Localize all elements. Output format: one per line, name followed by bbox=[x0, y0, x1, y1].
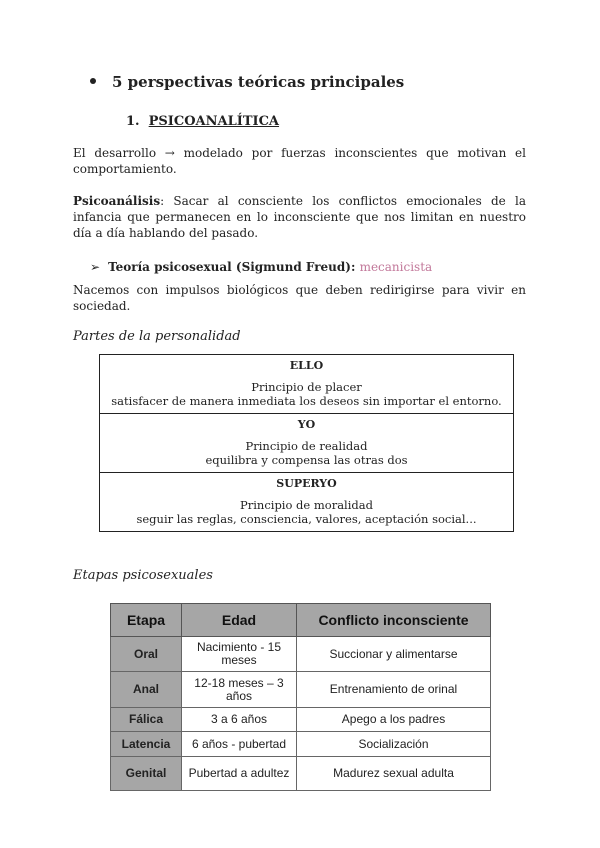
etapa-cell: Fálica bbox=[111, 708, 182, 732]
conflicto-cell: Madurez sexual adulta bbox=[297, 757, 491, 791]
personalidad-row bbox=[100, 414, 514, 473]
edad-cell: Nacimiento - 15 meses bbox=[182, 637, 297, 672]
table-row bbox=[111, 708, 491, 732]
edad-cell: 6 años - pubertad bbox=[182, 732, 297, 757]
paragraph-psicoanalisis bbox=[73, 193, 526, 241]
column-header-edad: Edad bbox=[182, 604, 297, 637]
etapa-cell: Latencia bbox=[111, 732, 182, 757]
paragraph-impulsos: Nacemos con impulsos biológicos que deben redirigirse para vivir en sociedad. bbox=[73, 283, 526, 313]
etapa-cell: Oral bbox=[111, 637, 182, 672]
edad-cell: 3 a 6 años bbox=[182, 708, 297, 732]
personalidad-row bbox=[100, 355, 514, 414]
psicoanalisis-label: Psicoanálisis bbox=[73, 194, 161, 208]
section-title: PSICOANALÍTICA bbox=[148, 114, 280, 129]
section-number: 1. bbox=[126, 114, 140, 129]
personalidad-name: SUPERYO bbox=[276, 477, 337, 490]
bullet-text: 5 perspectivas teóricas principales bbox=[112, 73, 405, 91]
edad-cell: 12-18 meses – 3 años bbox=[182, 672, 297, 708]
personalidad-cell bbox=[100, 414, 514, 473]
etapas-header-row bbox=[111, 604, 491, 637]
personalidad-name: YO bbox=[297, 418, 316, 431]
table-row bbox=[111, 637, 491, 672]
bullet-heading bbox=[90, 73, 404, 91]
teoria-label: Teoría psicosexual (Sigmund Freud): bbox=[108, 260, 356, 274]
teoria-line bbox=[90, 260, 432, 274]
column-header-etapa: Etapa bbox=[111, 604, 182, 637]
personalidad-cell bbox=[100, 473, 514, 532]
conflicto-cell: Apego a los padres bbox=[297, 708, 491, 732]
conflicto-cell: Socialización bbox=[297, 732, 491, 757]
conflicto-cell: Entrenamiento de orinal bbox=[297, 672, 491, 708]
personalidad-cell bbox=[100, 355, 514, 414]
personalidad-desc: satisfacer de manera inmediata los deseos sin importar el entorno. bbox=[111, 394, 502, 408]
personalidad-principle: Principio de placer bbox=[251, 380, 362, 394]
psicoanalisis-text: : Sacar al consciente los conflictos emocionales de la infancia que permanecen en lo inconsciente que nos limitan en nuestro día a día hablando del pasado. bbox=[73, 194, 526, 240]
table-row bbox=[111, 732, 491, 757]
table-row bbox=[111, 672, 491, 708]
etapas-heading: Etapas psicosexuales bbox=[73, 568, 213, 583]
column-header-conflicto: Conflicto inconsciente bbox=[297, 604, 491, 637]
section-heading bbox=[126, 114, 279, 129]
personalidad-row bbox=[100, 473, 514, 532]
personalidad-principle: Principio de realidad bbox=[245, 439, 368, 453]
etapas-table bbox=[110, 603, 491, 791]
personalidad-name: ELLO bbox=[289, 359, 324, 372]
personalidad-desc: equilibra y compensa las otras dos bbox=[205, 453, 408, 467]
bullet-dot-icon bbox=[90, 78, 96, 84]
personalidad-principle: Principio de moralidad bbox=[240, 498, 373, 512]
arrow-bullet-icon: ➢ bbox=[90, 260, 101, 274]
partes-heading: Partes de la personalidad bbox=[73, 329, 241, 344]
etapa-cell: Genital bbox=[111, 757, 182, 791]
table-row bbox=[111, 757, 491, 791]
paragraph-desarrollo: El desarrollo → modelado por fuerzas inconscientes que motivan el comportamiento. bbox=[73, 146, 526, 176]
personalidad-table bbox=[99, 354, 514, 532]
conflicto-cell: Succionar y alimentarse bbox=[297, 637, 491, 672]
personalidad-desc: seguir las reglas, consciencia, valores, aceptación social... bbox=[136, 512, 477, 526]
etapa-cell: Anal bbox=[111, 672, 182, 708]
teoria-tag: mecanicista bbox=[359, 260, 433, 274]
edad-cell: Pubertad a adultez bbox=[182, 757, 297, 791]
